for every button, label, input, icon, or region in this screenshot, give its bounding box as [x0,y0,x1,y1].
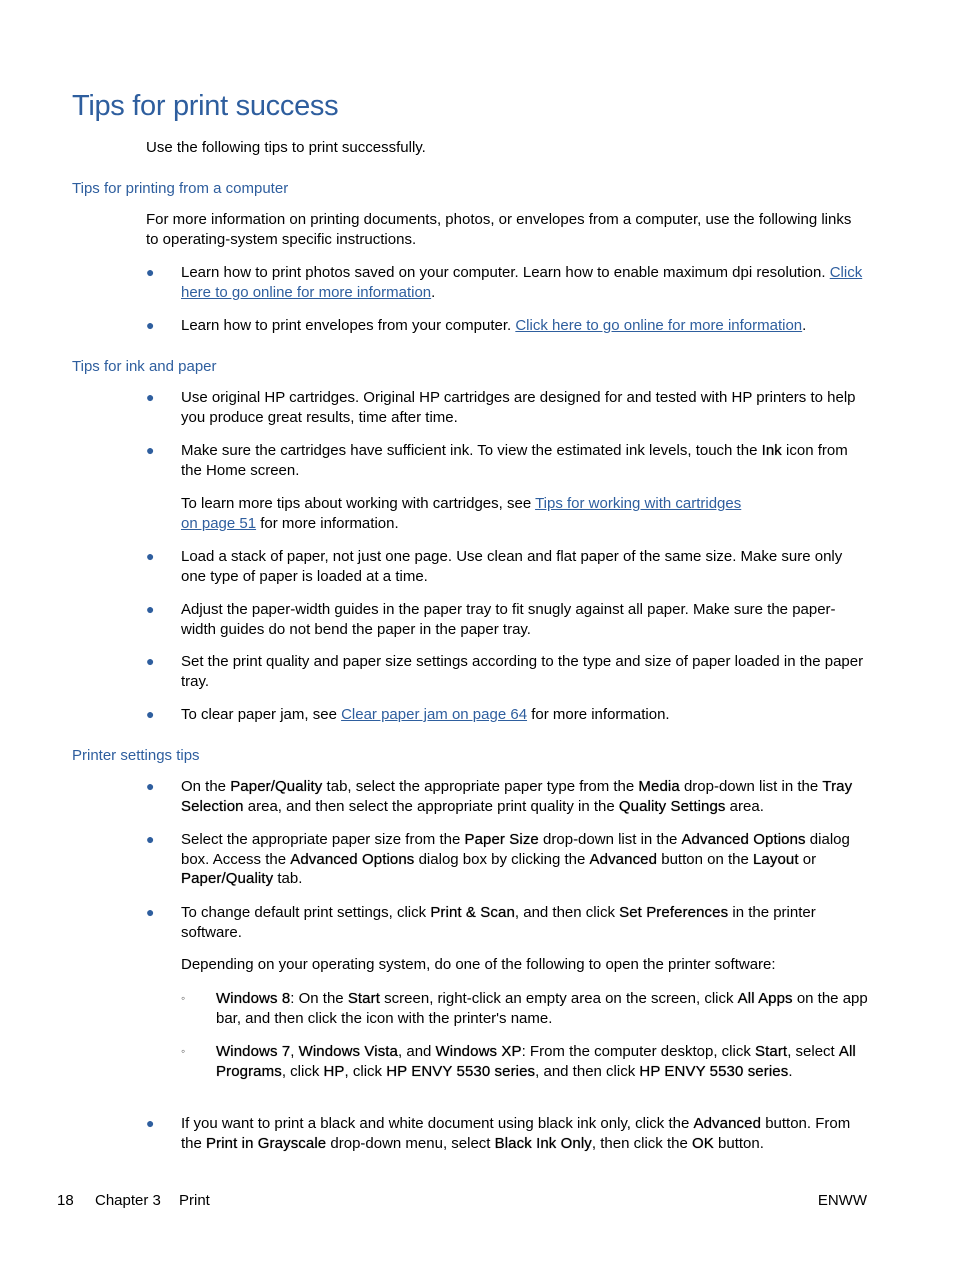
footer-chapter-title: Print [179,1192,210,1209]
online-info-link-envelopes[interactable]: Click here to go online for more information [515,317,803,334]
cartridge-tips-paragraph: To learn more tips about working with cartridges, see Tips for working with cartridges on page 51 for more information. [181,495,742,532]
intro-text: Use the following tips to print successfully. [146,139,426,156]
bullet-icon: ● [146,442,155,458]
cartridge-tips-link[interactable]: Tips for working with cartridges [535,495,742,512]
bullet-icon: ● [146,264,155,280]
bullet-icon: ● [146,389,155,405]
online-info-link-photos[interactable]: Click here to go online for more information [181,264,863,301]
bullet-icon: ● [146,831,155,847]
footer-chapter: Chapter 3 [95,1192,161,1209]
page-number: 18 [57,1192,74,1209]
footer-enww: ENWW [817,1192,867,1209]
paper-jam-link[interactable]: Clear paper jam on page 64 [341,706,528,723]
bullet-icon: ● [146,778,155,794]
bullet-icon: ● [146,548,155,564]
sub-bullet-icon: ◦ [181,1044,186,1058]
sub-bullet-icon: ◦ [181,991,186,1005]
bullet-icon: ● [146,653,155,669]
bullet-icon: ● [146,904,155,920]
bullet-icon: ● [146,1115,155,1131]
computer-paragraph: For more information on printing documents, photos, or envelopes from a computer, use the following links to operating-system specific instructions. [146,211,852,248]
bullet-icon: ● [146,601,155,617]
os-instructions-paragraph: Depending on your operating system, do one of the following to open the printer software: [181,956,776,973]
heading-printer-settings: Printer settings tips [72,747,200,764]
page-title: Tips for print success [72,90,339,122]
bullet-icon: ● [146,317,155,333]
cartridge-page-link[interactable]: on page 51 [181,514,257,532]
heading-computer: Tips for printing from a computer [72,180,289,197]
bullet-icon: ● [146,706,155,722]
heading-ink-paper: Tips for ink and paper [72,358,217,375]
